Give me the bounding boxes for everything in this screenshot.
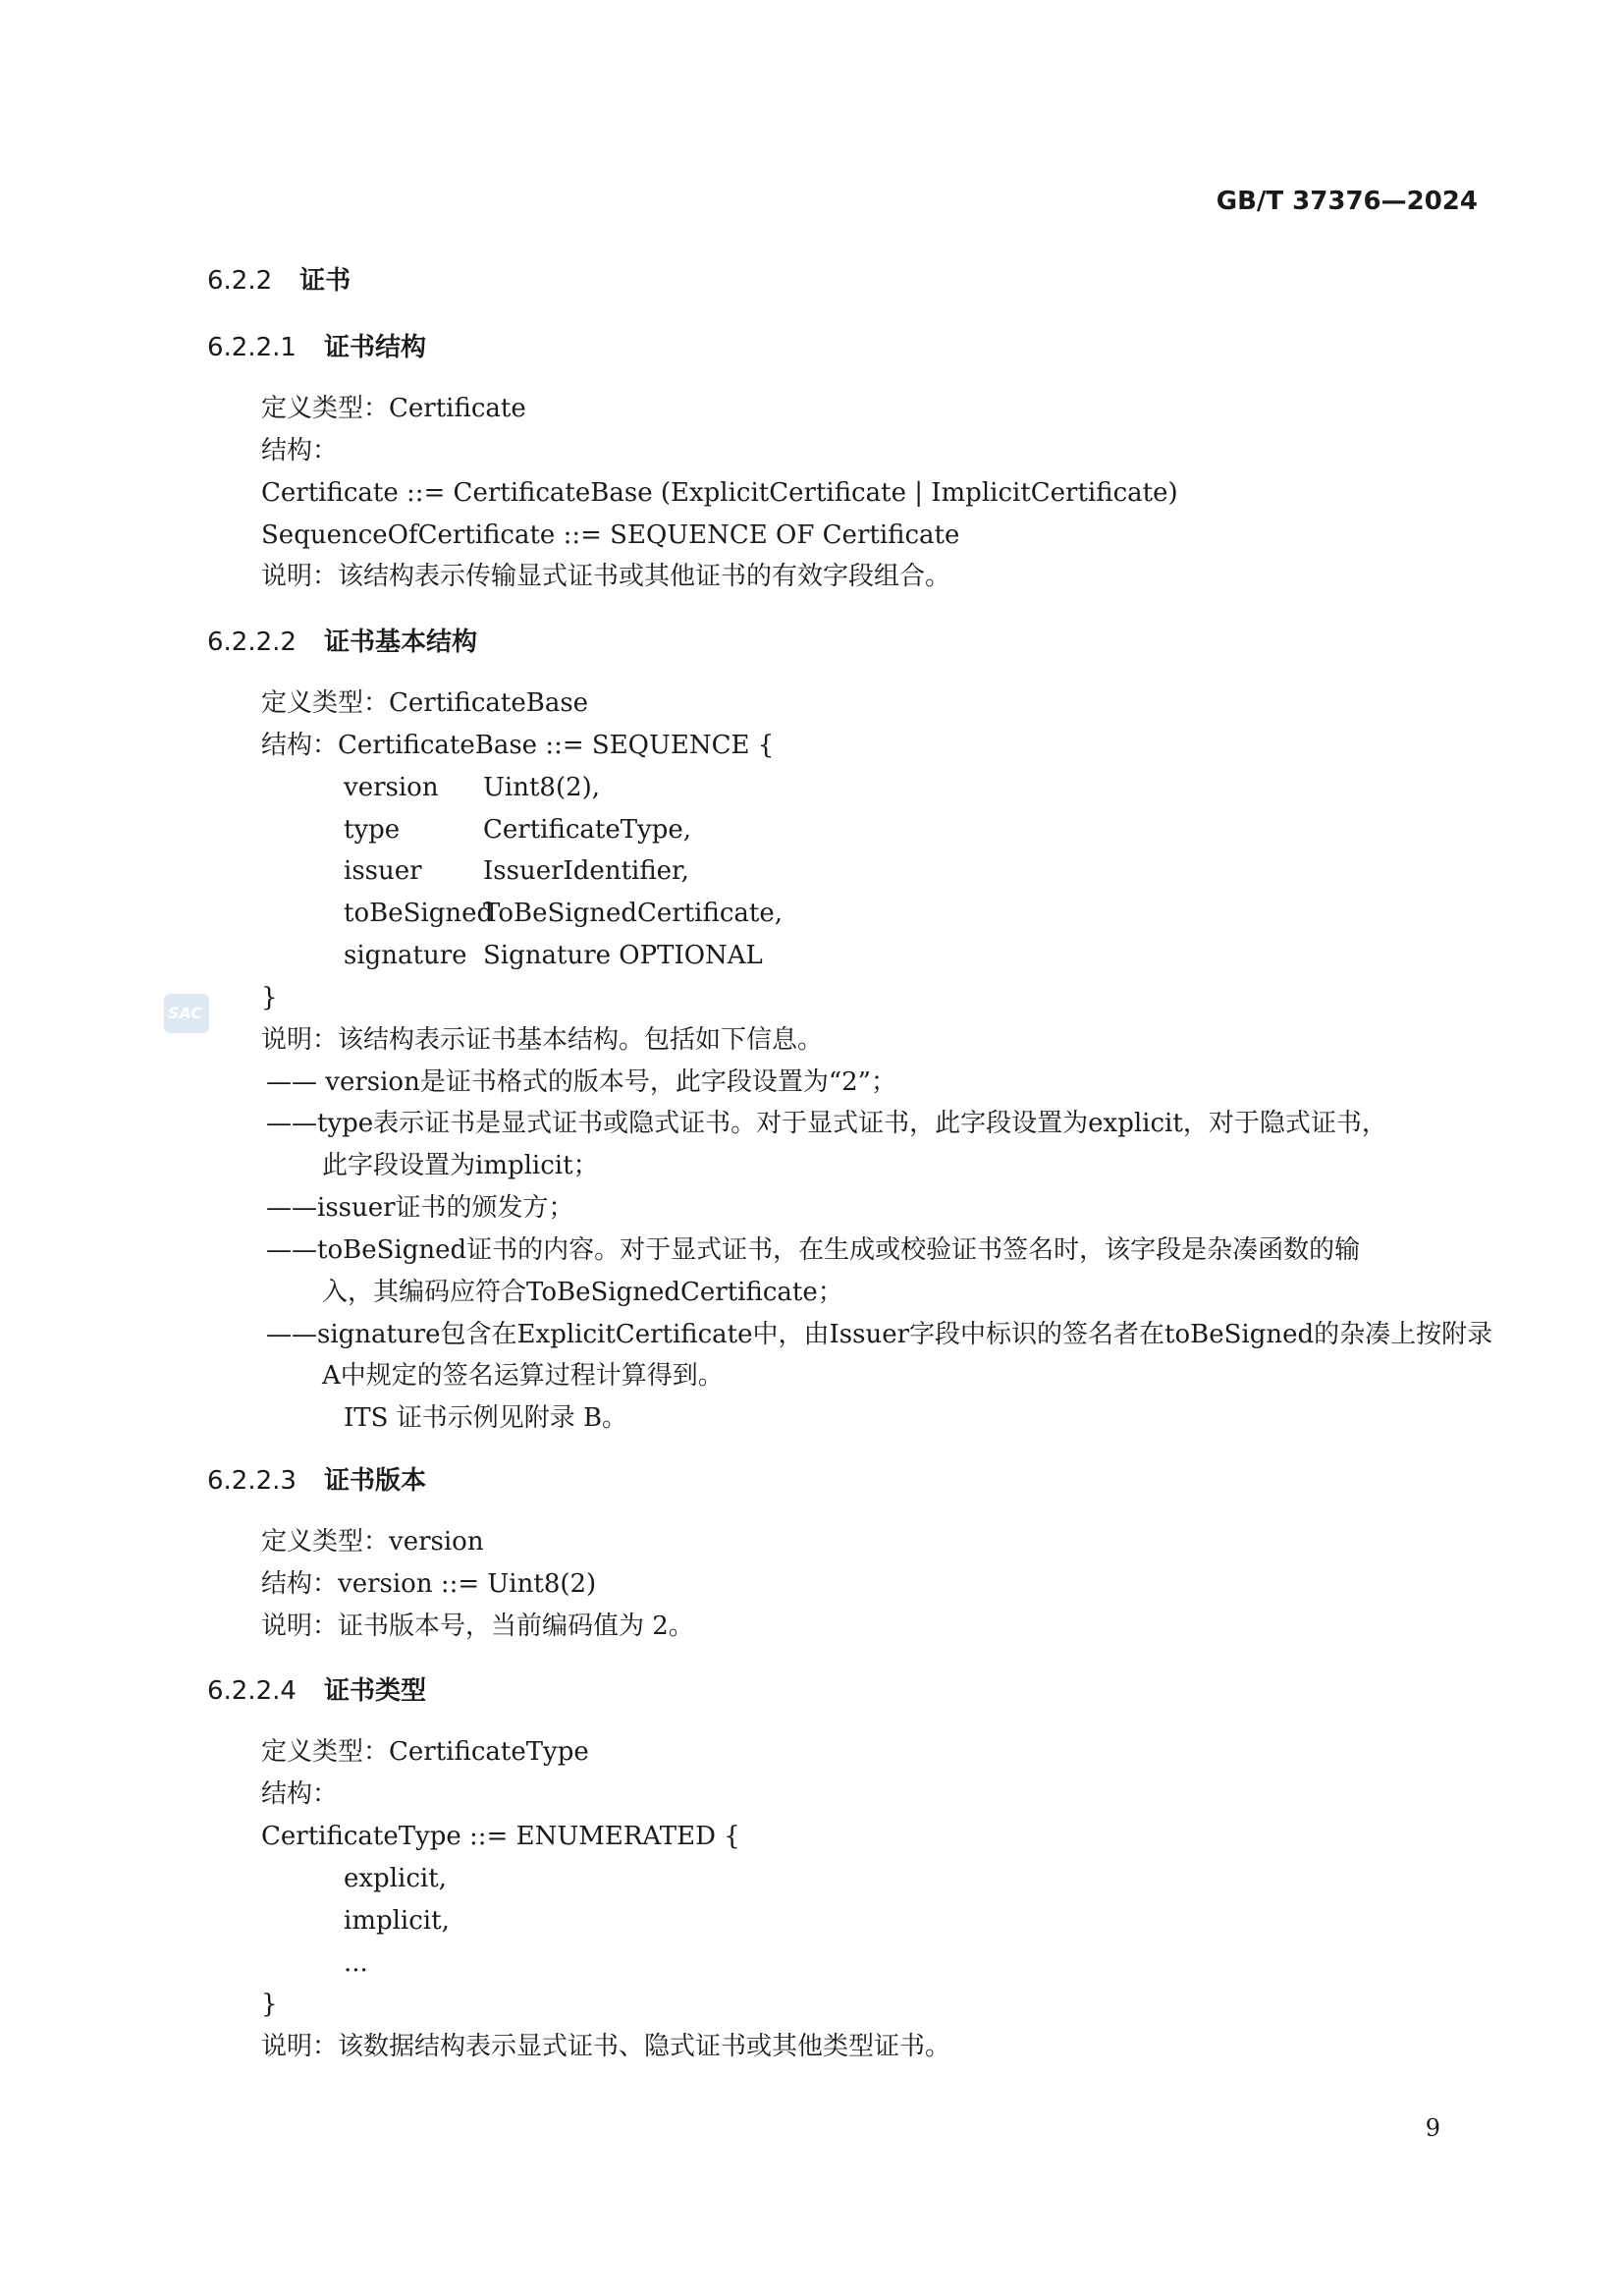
description: 说明：该结构表示传输显式证书或其他证书的有效字段组合。	[261, 562, 951, 591]
standard-number: GB/T 37376—2024	[1216, 187, 1478, 216]
struct-field: signature Signature OPTIONAL	[344, 941, 763, 970]
code-line: SequenceOfCertificate ::= SEQUENCE OF Certificate	[261, 520, 960, 550]
structure-label: 结构：CertificateBase ::= SEQUENCE {	[261, 731, 775, 760]
description: 说明：该结构表示证书基本结构。包括如下信息。	[261, 1025, 824, 1055]
note: ITS 证书示例见附录 B。	[344, 1403, 628, 1433]
description: 说明：证书版本号，当前编码值为 2。	[261, 1612, 694, 1641]
enum-value: implicit,	[344, 1906, 450, 1936]
struct-field: toBeSignedToBeSignedCertificate,	[344, 899, 783, 928]
code-line: CertificateType ::= ENUMERATED {	[261, 1822, 740, 1851]
definition-type: 定义类型：Certificate	[261, 394, 526, 423]
structure-label: 结构：	[261, 1779, 339, 1809]
section-heading-6-2-2-3: 6.2.2.3 证书版本	[207, 1466, 426, 1496]
section-heading-6-2-2-2: 6.2.2.2 证书基本结构	[207, 628, 477, 657]
struct-field: type CertificateType,	[344, 815, 692, 845]
definition-type: 定义类型：version	[261, 1527, 484, 1557]
struct-close-brace: }	[261, 1990, 278, 2019]
list-item: ——type表示证书是显式证书或隐式证书。对于显式证书，此字段设置为explicit，对于隐式证书，	[266, 1109, 1387, 1138]
structure-label: 结构：	[261, 436, 339, 465]
list-item-continuation: 此字段设置为implicit；	[322, 1151, 599, 1180]
section-heading-6-2-2: 6.2.2 证书	[207, 266, 352, 296]
sac-watermark-logo: SAC	[164, 994, 209, 1033]
code-line: Certificate ::= CertificateBase (ExplicitCertificate | ImplicitCertificate)	[261, 478, 1178, 508]
enum-value: explicit,	[344, 1864, 447, 1893]
list-item: ——issuer证书的颁发方；	[266, 1193, 574, 1223]
definition-type: 定义类型：CertificateType	[261, 1737, 589, 1767]
section-heading-6-2-2-4: 6.2.2.4 证书类型	[207, 1676, 426, 1706]
list-item: ——toBeSigned证书的内容。对于显式证书，在生成或校验证书签名时，该字段是杂凑函数的输	[266, 1235, 1361, 1265]
list-item: —— version是证书格式的版本号，此字段设置为“2”；	[266, 1067, 896, 1097]
definition-type: 定义类型：CertificateBase	[261, 688, 589, 718]
structure-label: 结构：version ::= Uint8(2)	[261, 1569, 597, 1599]
struct-close-brace: }	[261, 983, 278, 1012]
page-number: 9	[1425, 2114, 1440, 2142]
struct-field: version Uint8(2),	[344, 773, 601, 802]
list-item-continuation: A中规定的签名运算过程计算得到。	[322, 1361, 724, 1391]
description: 说明：该数据结构表示显式证书、隐式证书或其他类型证书。	[261, 2032, 951, 2061]
section-heading-6-2-2-1: 6.2.2.1 证书结构	[207, 333, 426, 362]
list-item: ——signature包含在ExplicitCertificate中，由Issuer字段中标识的签名者在toBeSigned的杂凑上按附录	[266, 1320, 1493, 1349]
struct-field: issuer IssuerIdentifier,	[344, 856, 689, 886]
enum-value: ...	[344, 1948, 368, 1978]
list-item-continuation: 入，其编码应符合ToBeSignedCertificate；	[322, 1278, 843, 1307]
